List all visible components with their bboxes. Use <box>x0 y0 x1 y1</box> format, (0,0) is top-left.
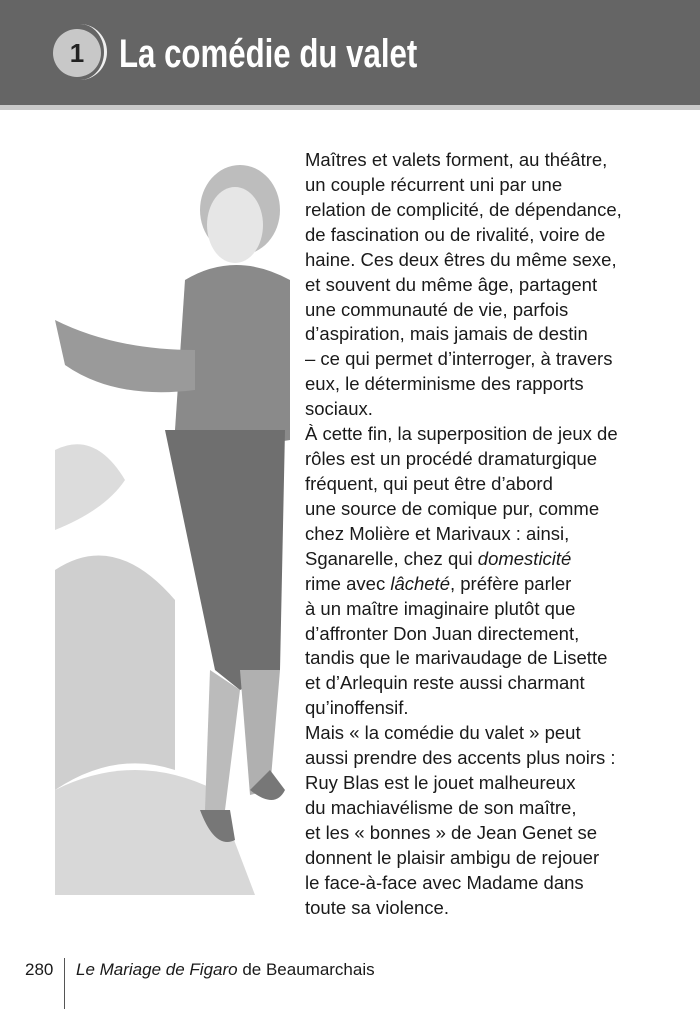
page-number: 280 <box>25 960 54 979</box>
text-line: d’aspiration, mais jamais de destin <box>305 323 588 345</box>
page-title: La comédie du valet <box>119 32 418 76</box>
italic-term: domesticité <box>477 547 572 569</box>
text-segment: rime avec <box>305 572 391 594</box>
text-line: le face-à-face avec Madame dans <box>305 871 584 893</box>
text-line: rôles est un procédé dramaturgique <box>305 448 598 470</box>
text-line: à un maître imaginaire plutôt que <box>305 597 576 619</box>
section-number-badge: 1 <box>53 29 101 77</box>
footer-divider <box>64 958 65 1009</box>
book-title: Le Mariage de Figaro <box>76 960 238 979</box>
text-line: Maîtres et valets forment, au théâtre, <box>305 149 608 170</box>
text-line: relation de complicité, de dépendance, <box>305 198 622 220</box>
text-line: À cette fin, la superposition de jeux de <box>305 423 618 445</box>
text-line <box>305 572 622 597</box>
text-line: toute sa violence. <box>305 896 449 918</box>
text-line: – ce qui permet d’interroger, à travers <box>305 348 613 370</box>
text-line <box>305 547 622 572</box>
text-line: haine. Ces deux êtres du même sexe, <box>305 248 617 270</box>
text-line: un couple récurrent uni par une <box>305 173 563 195</box>
text-segment: Sganarelle, chez qui <box>305 547 478 569</box>
text-line: et d’Arlequin reste aussi charmant <box>305 672 585 694</box>
text-line: donnent le plaisir ambigu de rejouer <box>305 846 600 868</box>
text-line: eux, le déterminisme des rapports <box>305 373 584 395</box>
text-line: fréquent, qui peut être d’abord <box>305 472 553 494</box>
text-line: qu’inoffensif. <box>305 697 409 719</box>
italic-term: lâcheté <box>390 572 450 594</box>
text-line: Ruy Blas est le jouet malheureux <box>305 772 576 794</box>
text-line: Mais « la comédie du valet » peut <box>305 722 581 744</box>
text-line: aussi prendre des accents plus noirs : <box>305 747 616 769</box>
text-line: chez Molière et Marivaux : ainsi, <box>305 522 570 544</box>
text-segment: , préfère parler <box>449 572 572 594</box>
text-line: une source de comique pur, comme <box>305 497 600 519</box>
text-line: sociaux. <box>305 398 373 420</box>
book-author: de Beaumarchais <box>237 960 375 979</box>
body-text <box>305 148 622 921</box>
text-line: de fascination ou de rivalité, voire de <box>305 223 606 245</box>
text-line: et les « bonnes » de Jean Genet se <box>305 821 598 843</box>
text-line: tandis que le marivaudage de Lisette <box>305 647 608 669</box>
running-footer <box>76 960 375 980</box>
text-line: du machiavélisme de son maître, <box>305 796 577 818</box>
text-line: une communauté de vie, parfois <box>305 298 569 320</box>
header-divider <box>0 105 700 110</box>
text-line: d’affronter Don Juan directement, <box>305 622 580 644</box>
text-line: et souvent du même âge, partagent <box>305 273 598 295</box>
valet-engraving-illustration <box>55 150 290 895</box>
